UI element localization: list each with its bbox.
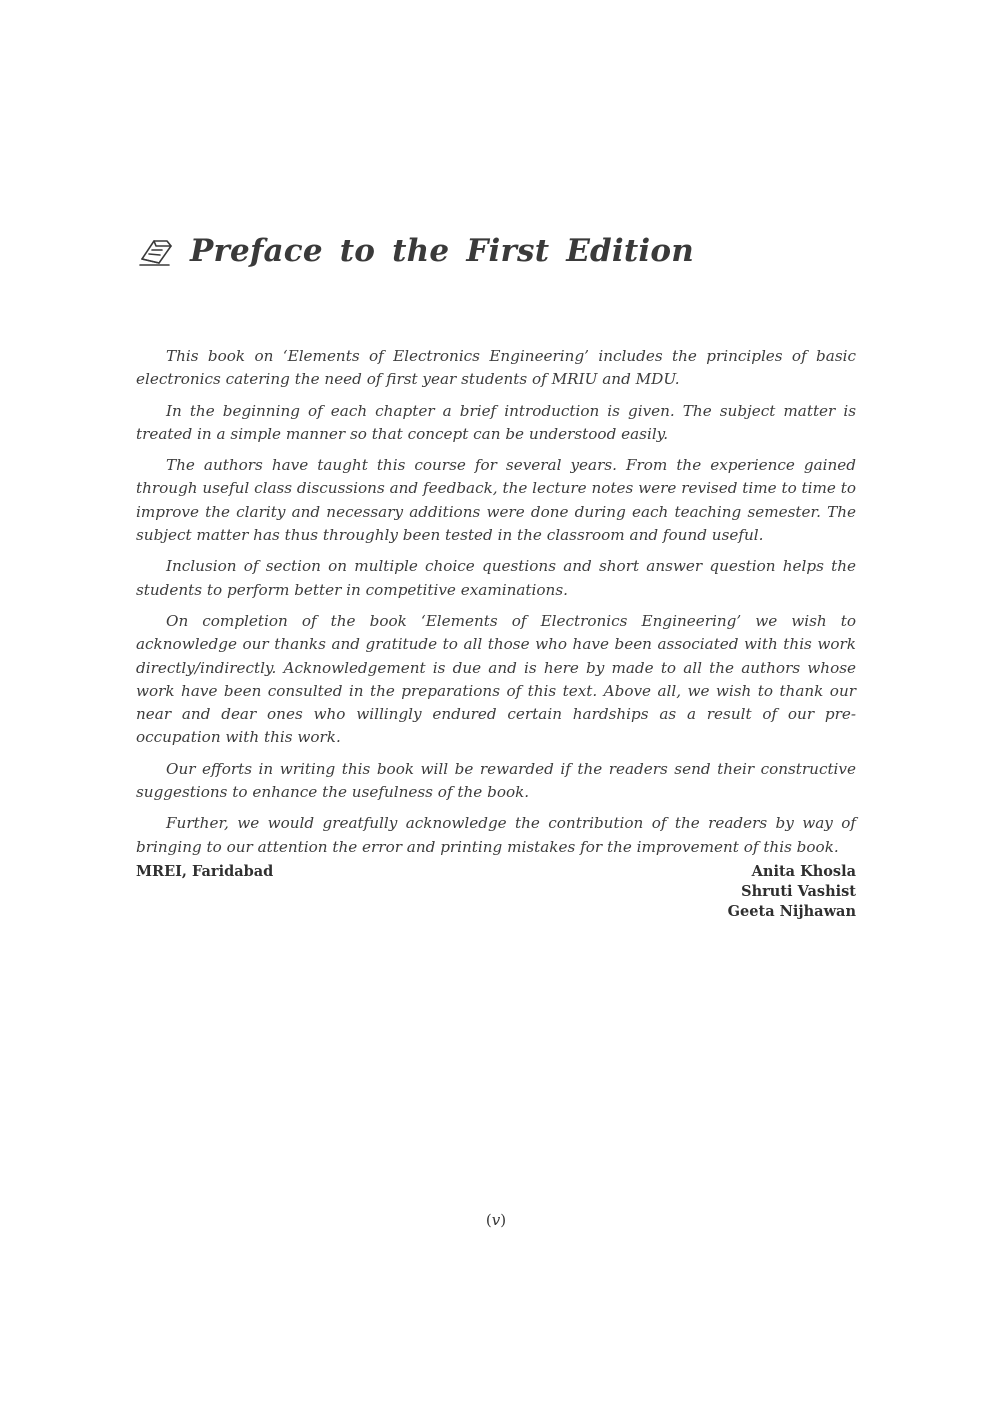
page-number-value: v bbox=[491, 1211, 501, 1229]
paragraph: Inclusion of section on multiple choice questions and short answer question helps the students to perform better in competitive examinations. bbox=[136, 557, 856, 599]
paragraph: On completion of the book ‘Elements of Electronics Engineering’ we wish to acknowledge our thanks and gratitude to all those who have been associated with this work directly/indirectly. Acknowledgement is due and is here by made to all the authors whose work have been consulted in the preparations of this text. Above all, we wish to thank our near and dear ones who willingly endured certain hardships as a result of our pre-occupation with this work. bbox=[136, 611, 856, 747]
paragraph: In the beginning of each chapter a brief introduction is given. The subject matter is treated in a simple manner so that concept can be understood easily. bbox=[136, 401, 856, 443]
pen-nib-icon bbox=[138, 232, 176, 270]
signature-place: MREI, Faridabad bbox=[136, 863, 274, 880]
page-number-open: ( bbox=[485, 1211, 492, 1229]
preface-body bbox=[136, 345, 856, 867]
page-number-close: ) bbox=[500, 1211, 507, 1229]
paragraph: Our efforts in writing this book will be rewarded if the readers send their constructive suggestions to enhance the usefulness of the book. bbox=[136, 759, 856, 802]
preface-heading bbox=[138, 232, 694, 270]
author-name: Geeta Nijhawan bbox=[727, 903, 856, 920]
paragraph: Further, we would greatfully acknowledge the contribution of the readers by way of bringing to our attention the error and printing mistakes for the improvement of this book. bbox=[136, 814, 856, 856]
author-name: Anita Khosla bbox=[751, 863, 856, 880]
signature-block bbox=[136, 862, 856, 922]
author-list bbox=[728, 862, 856, 922]
paragraph: The authors have taught this course for several years. From the experience gained through useful class discussions and feedback, the lecture notes were revised time to time to improve the clarity and necessary additions were done during each teaching semester. The subject matter has thus throughly been tested in the classroom and found useful. bbox=[136, 456, 856, 545]
paragraph: This book on ‘Elements of Electronics Engineering’ includes the principles of basic electronics catering the need of first year students of MRIU and MDU. bbox=[136, 347, 856, 389]
page-number bbox=[0, 1211, 992, 1229]
author-name: Shruti Vashist bbox=[741, 883, 856, 900]
page-title: Preface to the First Edition bbox=[190, 233, 695, 269]
